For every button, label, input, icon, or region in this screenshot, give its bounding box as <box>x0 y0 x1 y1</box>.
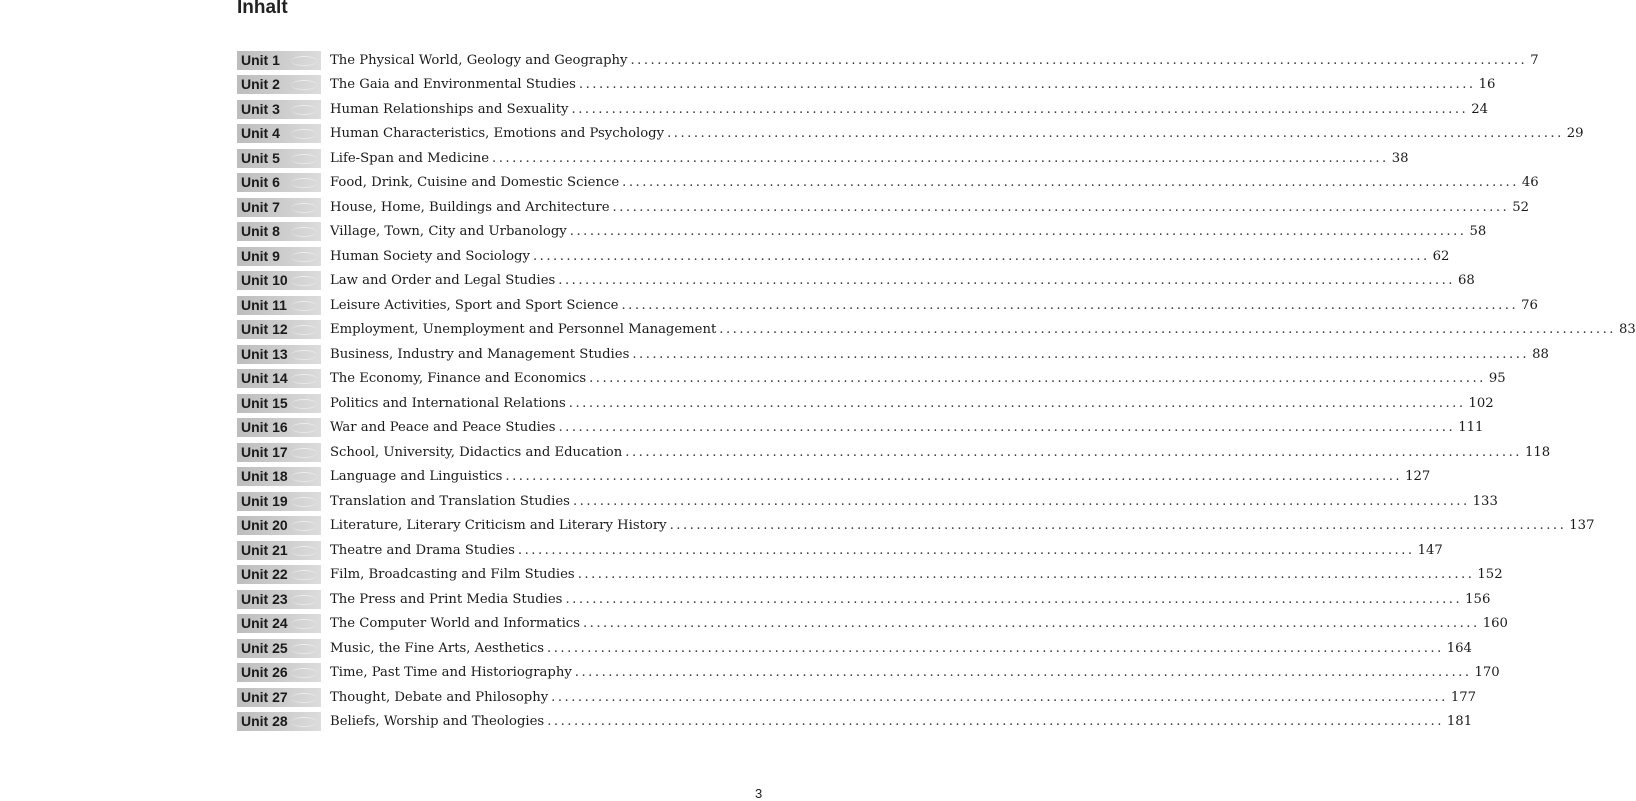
entry-page-number: 118 <box>1524 444 1551 460</box>
toc-entry[interactable] <box>237 612 1508 637</box>
entry-title: Theatre and Drama Studies <box>330 542 515 558</box>
unit-label: Unit 25 <box>241 639 288 656</box>
entry-page-number: 181 <box>1446 714 1473 730</box>
toc-entry-text <box>330 371 1506 386</box>
toc-entry-text <box>330 420 1483 435</box>
toc-entry-text <box>330 567 1503 582</box>
entry-title: Language and Linguistics <box>330 469 503 485</box>
unit-badge <box>237 198 321 217</box>
dot-leader: ...................................................................................................................................... <box>551 689 1448 705</box>
toc-entry-text <box>330 200 1529 215</box>
unit-label: Unit 15 <box>241 394 288 411</box>
toc-entry-text <box>330 690 1476 705</box>
dot-leader: ...................................................................................................................................... <box>565 591 1463 607</box>
entry-page-number: 156 <box>1465 591 1491 607</box>
entry-page-number: 16 <box>1478 77 1496 93</box>
entry-title: Human Characteristics, Emotions and Psychology <box>330 126 665 142</box>
entry-page-number: 170 <box>1474 665 1500 681</box>
entry-page-number: 111 <box>1458 420 1484 436</box>
dot-leader: ...................................................................................................................................... <box>622 175 1519 191</box>
dot-leader: ...................................................................................................................................... <box>667 126 1564 142</box>
toc-entry[interactable] <box>237 538 1443 563</box>
unit-label: Unit 11 <box>241 296 287 313</box>
unit-label: Unit 7 <box>241 198 280 215</box>
unit-label: Unit 2 <box>241 76 280 93</box>
unit-label: Unit 6 <box>241 174 280 191</box>
unit-badge <box>237 492 321 511</box>
dot-leader: ...................................................................................................................................... <box>517 542 1415 558</box>
toc-entry-text <box>330 77 1495 92</box>
toc-entry[interactable] <box>237 440 1551 465</box>
unit-label: Unit 19 <box>241 492 288 509</box>
toc-entry[interactable] <box>237 587 1491 612</box>
unit-label: Unit 16 <box>241 419 288 436</box>
toc-entry-text <box>330 151 1409 166</box>
entry-title: Film, Broadcasting and Film Studies <box>330 567 575 583</box>
unit-badge <box>237 688 321 707</box>
entry-title: War and Peace and Peace Studies <box>330 420 556 436</box>
entry-title: Human Society and Sociology <box>330 248 530 264</box>
toc-entry[interactable] <box>237 146 1409 171</box>
unit-label: Unit 5 <box>241 149 280 166</box>
dot-leader: ...................................................................................................................................... <box>612 199 1510 215</box>
unit-badge <box>237 443 321 462</box>
unit-badge <box>237 345 321 364</box>
unit-label: Unit 20 <box>241 517 288 534</box>
dot-leader: ...................................................................................................................................... <box>574 665 1472 681</box>
toc-entry-text <box>330 616 1508 631</box>
entry-page-number: 147 <box>1417 542 1443 558</box>
unit-badge <box>237 712 321 731</box>
unit-badge <box>237 541 321 560</box>
unit-badge <box>237 614 321 633</box>
toc-entry[interactable] <box>237 171 1539 196</box>
toc-entry[interactable] <box>237 220 1487 245</box>
unit-badge <box>237 516 321 535</box>
unit-badge <box>237 394 321 413</box>
dot-leader: ...................................................................................................................................... <box>558 273 1455 289</box>
unit-badge <box>237 369 321 388</box>
unit-label: Unit 18 <box>241 468 288 485</box>
toc-entry[interactable] <box>237 122 1584 147</box>
toc-entry-text <box>330 224 1486 239</box>
dot-leader: ...................................................................................................................................... <box>492 150 1389 166</box>
entry-title: Beliefs, Worship and Theologies <box>330 714 545 730</box>
unit-badge <box>237 51 321 70</box>
dot-leader: ...................................................................................................................................... <box>669 518 1567 534</box>
dot-leader: ...................................................................................................................................... <box>582 616 1480 632</box>
unit-badge <box>237 100 321 119</box>
dot-leader: ...................................................................................................................................... <box>558 420 1456 436</box>
toc-entry[interactable] <box>237 416 1484 441</box>
toc-entry[interactable] <box>237 97 1488 122</box>
unit-badge <box>237 247 321 266</box>
dot-leader: ...................................................................................................................................... <box>577 567 1475 583</box>
entry-title: The Gaia and Environmental Studies <box>330 77 576 93</box>
dot-leader: ...................................................................................................................................... <box>532 248 1430 264</box>
toc-entry[interactable] <box>237 73 1496 98</box>
entry-page-number: 62 <box>1432 248 1450 264</box>
entry-title: Time, Past Time and Historiography <box>330 665 572 681</box>
unit-label: Unit 21 <box>241 541 288 558</box>
unit-label: Unit 10 <box>241 272 288 289</box>
toc-entry[interactable] <box>237 367 1506 392</box>
unit-label: Unit 24 <box>241 615 288 632</box>
toc-entry[interactable] <box>237 685 1477 710</box>
entry-title: Employment, Unemployment and Personnel Management <box>330 322 717 338</box>
toc-entry-text <box>330 665 1500 680</box>
toc-entry[interactable] <box>237 269 1475 294</box>
entry-page-number: 102 <box>1468 395 1494 411</box>
dot-leader: ...................................................................................................................................... <box>589 371 1486 387</box>
entry-page-number: 52 <box>1512 199 1530 215</box>
entry-title: The Economy, Finance and Economics <box>330 371 587 387</box>
toc-entry[interactable] <box>237 710 1473 735</box>
entry-title: Law and Order and Legal Studies <box>330 273 556 289</box>
toc-entry-text <box>330 445 1550 460</box>
entry-page-number: 137 <box>1569 518 1595 534</box>
entry-title: Life-Span and Medicine <box>330 150 489 166</box>
entry-page-number: 95 <box>1488 371 1506 387</box>
entry-title: Food, Drink, Cuisine and Domestic Science <box>330 175 620 191</box>
toc-entry-text <box>330 469 1430 484</box>
toc-entry-text <box>330 175 1539 190</box>
page-number: 3 <box>755 786 763 801</box>
toc-entry[interactable] <box>237 318 1636 343</box>
entry-page-number: 46 <box>1521 175 1539 191</box>
toc-entry[interactable] <box>237 293 1538 318</box>
dot-leader: ...................................................................................................................................... <box>625 444 1522 460</box>
unit-label: Unit 17 <box>241 443 288 460</box>
unit-label: Unit 27 <box>241 688 288 705</box>
entry-title: Village, Town, City and Urbanology <box>330 224 567 240</box>
table-of-contents <box>237 48 1636 734</box>
dot-leader: ...................................................................................................................................... <box>568 395 1466 411</box>
toc-entry-text <box>330 126 1584 141</box>
unit-label: Unit 23 <box>241 590 288 607</box>
entry-page-number: 38 <box>1391 150 1409 166</box>
entry-title: Translation and Translation Studies <box>330 493 570 509</box>
toc-entry-text <box>330 102 1488 117</box>
entry-page-number: 164 <box>1446 640 1472 656</box>
entry-page-number: 88 <box>1532 346 1549 362</box>
entry-page-number: 7 <box>1530 52 1539 68</box>
toc-entry[interactable] <box>237 514 1595 539</box>
toc-entry-text <box>330 543 1443 558</box>
entry-page-number: 58 <box>1469 224 1487 240</box>
unit-label: Unit 26 <box>241 664 288 681</box>
entry-title: House, Home, Buildings and Architecture <box>330 199 610 215</box>
entry-title: The Physical World, Geology and Geography <box>330 52 628 68</box>
unit-badge <box>237 222 321 241</box>
dot-leader: ...................................................................................................................................... <box>572 493 1470 509</box>
toc-entry-text <box>330 53 1539 68</box>
entry-page-number: 24 <box>1471 101 1488 117</box>
dot-leader: ...................................................................................................................................... <box>630 52 1528 68</box>
entry-title: School, University, Didactics and Education <box>330 444 623 460</box>
unit-badge <box>237 271 321 290</box>
unit-badge <box>237 663 321 682</box>
toc-entry[interactable] <box>237 563 1503 588</box>
entry-title: Leisure Activities, Sport and Sport Science <box>330 297 619 313</box>
unit-label: Unit 4 <box>241 125 280 142</box>
page-title: Inhalt <box>237 0 288 18</box>
toc-entry[interactable] <box>237 391 1494 416</box>
unit-badge <box>237 296 321 315</box>
toc-entry[interactable] <box>237 48 1539 73</box>
dot-leader: ...................................................................................................................................... <box>569 224 1467 240</box>
toc-entry[interactable] <box>237 244 1450 269</box>
unit-badge <box>237 639 321 658</box>
toc-entry-text <box>330 322 1636 337</box>
dot-leader: ...................................................................................................................................... <box>571 101 1469 117</box>
toc-entry[interactable] <box>237 195 1530 220</box>
dot-leader: ...................................................................................................................................... <box>621 297 1519 313</box>
entry-title: Politics and International Relations <box>330 395 566 411</box>
unit-badge <box>237 149 321 168</box>
entry-page-number: 68 <box>1458 273 1475 289</box>
dot-leader: ...................................................................................................................................... <box>547 714 1444 730</box>
dot-leader: ...................................................................................................................................... <box>632 346 1530 362</box>
toc-entry-text <box>330 298 1538 313</box>
entry-title: Human Relationships and Sexuality <box>330 101 569 117</box>
unit-label: Unit 14 <box>241 370 288 387</box>
entry-title: Literature, Literary Criticism and Literary History <box>330 518 667 534</box>
unit-label: Unit 1 <box>241 51 280 68</box>
entry-title: The Computer World and Informatics <box>330 616 580 632</box>
entry-title: Thought, Debate and Philosophy <box>330 689 549 705</box>
unit-label: Unit 28 <box>241 713 288 730</box>
unit-label: Unit 12 <box>241 321 288 338</box>
unit-badge <box>237 467 321 486</box>
toc-entry-text <box>330 518 1594 533</box>
entry-page-number: 127 <box>1405 469 1431 485</box>
toc-entry[interactable] <box>237 661 1500 686</box>
unit-badge <box>237 418 321 437</box>
entry-page-number: 160 <box>1482 616 1508 632</box>
unit-label: Unit 13 <box>241 345 288 362</box>
unit-label: Unit 22 <box>241 566 288 583</box>
toc-entry-text <box>330 494 1498 509</box>
entry-title: Business, Industry and Management Studies <box>330 346 630 362</box>
toc-entry[interactable] <box>237 489 1498 514</box>
dot-leader: ...................................................................................................................................... <box>547 640 1444 656</box>
dot-leader: ...................................................................................................................................... <box>719 322 1616 338</box>
entry-page-number: 177 <box>1450 689 1477 705</box>
toc-entry[interactable] <box>237 342 1549 367</box>
toc-entry-text <box>330 641 1472 656</box>
toc-entry-text <box>330 714 1472 729</box>
dot-leader: ...................................................................................................................................... <box>578 77 1476 93</box>
unit-label: Unit 3 <box>241 100 280 117</box>
toc-entry[interactable] <box>237 636 1472 661</box>
entry-page-number: 29 <box>1566 126 1584 142</box>
unit-label: Unit 9 <box>241 247 280 264</box>
toc-entry-text <box>330 347 1549 362</box>
toc-entry-text <box>330 592 1490 607</box>
toc-entry-text <box>330 396 1494 411</box>
unit-badge <box>237 320 321 339</box>
unit-label: Unit 8 <box>241 223 280 240</box>
toc-entry-text <box>330 249 1449 264</box>
unit-badge <box>237 590 321 609</box>
entry-title: The Press and Print Media Studies <box>330 591 563 607</box>
unit-badge <box>237 75 321 94</box>
entry-page-number: 76 <box>1521 297 1538 313</box>
entry-page-number: 83 <box>1619 322 1636 338</box>
entry-page-number: 152 <box>1477 567 1503 583</box>
unit-badge <box>237 124 321 143</box>
entry-title: Music, the Fine Arts, Aesthetics <box>330 640 545 656</box>
toc-entry[interactable] <box>237 465 1431 490</box>
dot-leader: ...................................................................................................................................... <box>505 469 1403 485</box>
entry-page-number: 133 <box>1472 493 1498 509</box>
toc-entry-text <box>330 273 1475 288</box>
unit-badge <box>237 565 321 584</box>
unit-badge <box>237 173 321 192</box>
